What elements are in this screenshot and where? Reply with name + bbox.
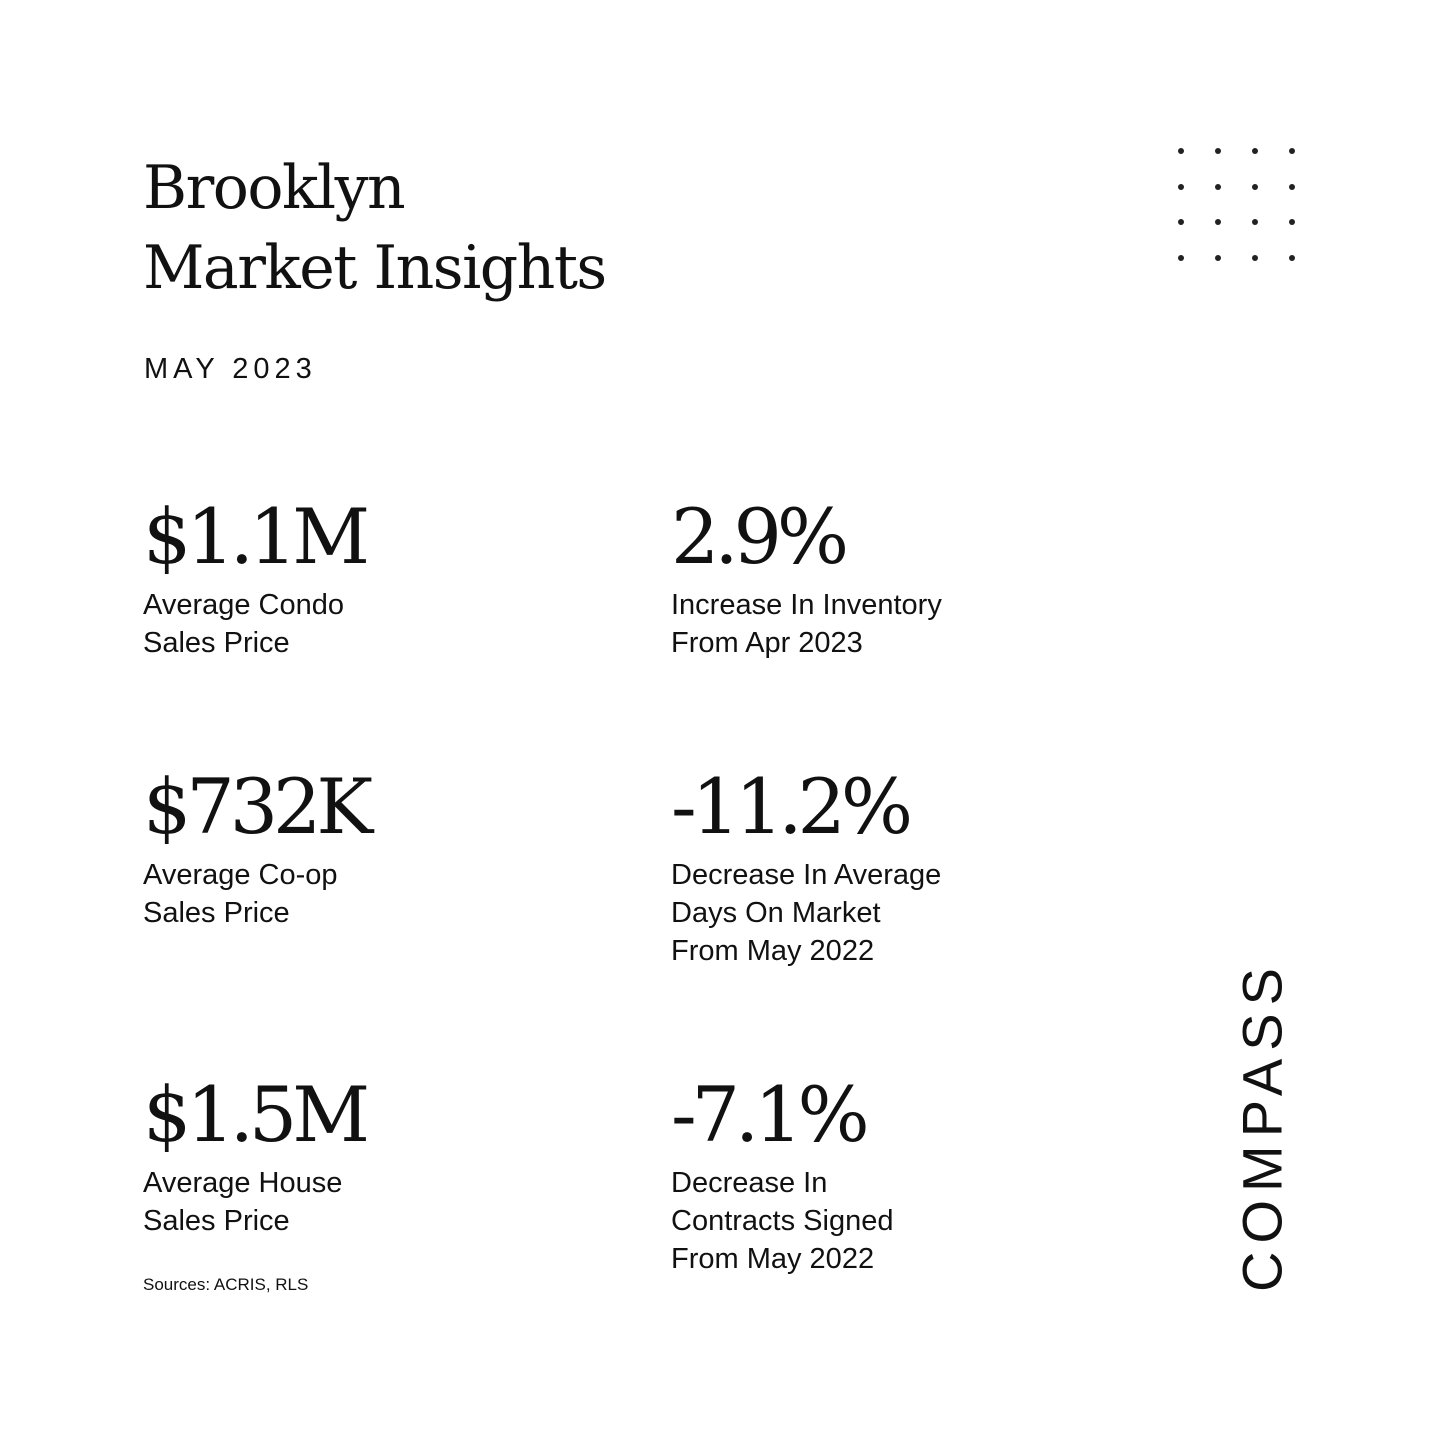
stat-label xyxy=(143,856,368,932)
dot xyxy=(1178,148,1184,154)
report-date: MAY 2023 xyxy=(144,353,317,385)
stat-value: 2.9% xyxy=(671,492,845,581)
stat-value: -7.1% xyxy=(671,1070,865,1159)
stat-label-line: Sales Price xyxy=(143,627,290,659)
stat-label-line: From May 2022 xyxy=(671,1243,875,1275)
stat-contracts-signed-change xyxy=(671,1070,893,1278)
stat-label xyxy=(671,586,942,662)
dot-grid-icon xyxy=(1176,144,1296,264)
dot xyxy=(1252,184,1258,190)
dot xyxy=(1215,219,1221,225)
stat-coop-price xyxy=(143,762,368,932)
stat-inventory-change xyxy=(671,492,942,662)
sources-note: Sources: ACRIS, RLS xyxy=(143,1275,309,1294)
stat-label-line: Average House xyxy=(143,1167,343,1199)
stat-label-line: Contracts Signed xyxy=(671,1205,894,1237)
stat-value: -11.2% xyxy=(671,762,909,851)
dot xyxy=(1215,148,1221,154)
logo-wordmark: COMPASS xyxy=(1230,960,1294,1292)
page-title xyxy=(143,148,606,308)
title-line-1: Brooklyn xyxy=(143,153,405,223)
stat-label xyxy=(143,1164,365,1240)
stat-label-line: Sales Price xyxy=(143,897,290,929)
stat-label xyxy=(143,586,365,662)
stat-label-line: Days On Market xyxy=(671,897,881,929)
stat-house-price xyxy=(143,1070,365,1240)
dot xyxy=(1178,255,1184,261)
dot xyxy=(1178,219,1184,225)
dot xyxy=(1289,184,1295,190)
stat-condo-price xyxy=(143,492,365,662)
dot xyxy=(1215,184,1221,190)
stat-label-line: Decrease In Average xyxy=(671,859,942,891)
stat-label-line: From Apr 2023 xyxy=(671,627,863,659)
dot xyxy=(1252,255,1258,261)
stat-value: $1.5M xyxy=(143,1070,366,1159)
dot xyxy=(1178,184,1184,190)
dot xyxy=(1215,255,1221,261)
stat-value: $732K xyxy=(143,762,369,851)
stat-label xyxy=(671,856,941,970)
stat-label-line: Decrease In xyxy=(671,1167,828,1199)
stat-label-line: Average Co-op xyxy=(143,859,338,891)
stat-label-line: Average Condo xyxy=(143,589,345,621)
dot xyxy=(1289,255,1295,261)
stat-label-line: Increase In Inventory xyxy=(671,589,942,621)
dot xyxy=(1289,219,1295,225)
stat-label xyxy=(671,1164,893,1278)
stat-label-line: Sales Price xyxy=(143,1205,290,1237)
stat-label-line: From May 2022 xyxy=(671,935,875,967)
stat-value: $1.1M xyxy=(143,492,366,581)
dot xyxy=(1252,219,1258,225)
stat-days-on-market-change xyxy=(671,762,941,970)
dot xyxy=(1289,148,1295,154)
title-line-2: Market Insights xyxy=(143,233,606,303)
dot xyxy=(1252,148,1258,154)
